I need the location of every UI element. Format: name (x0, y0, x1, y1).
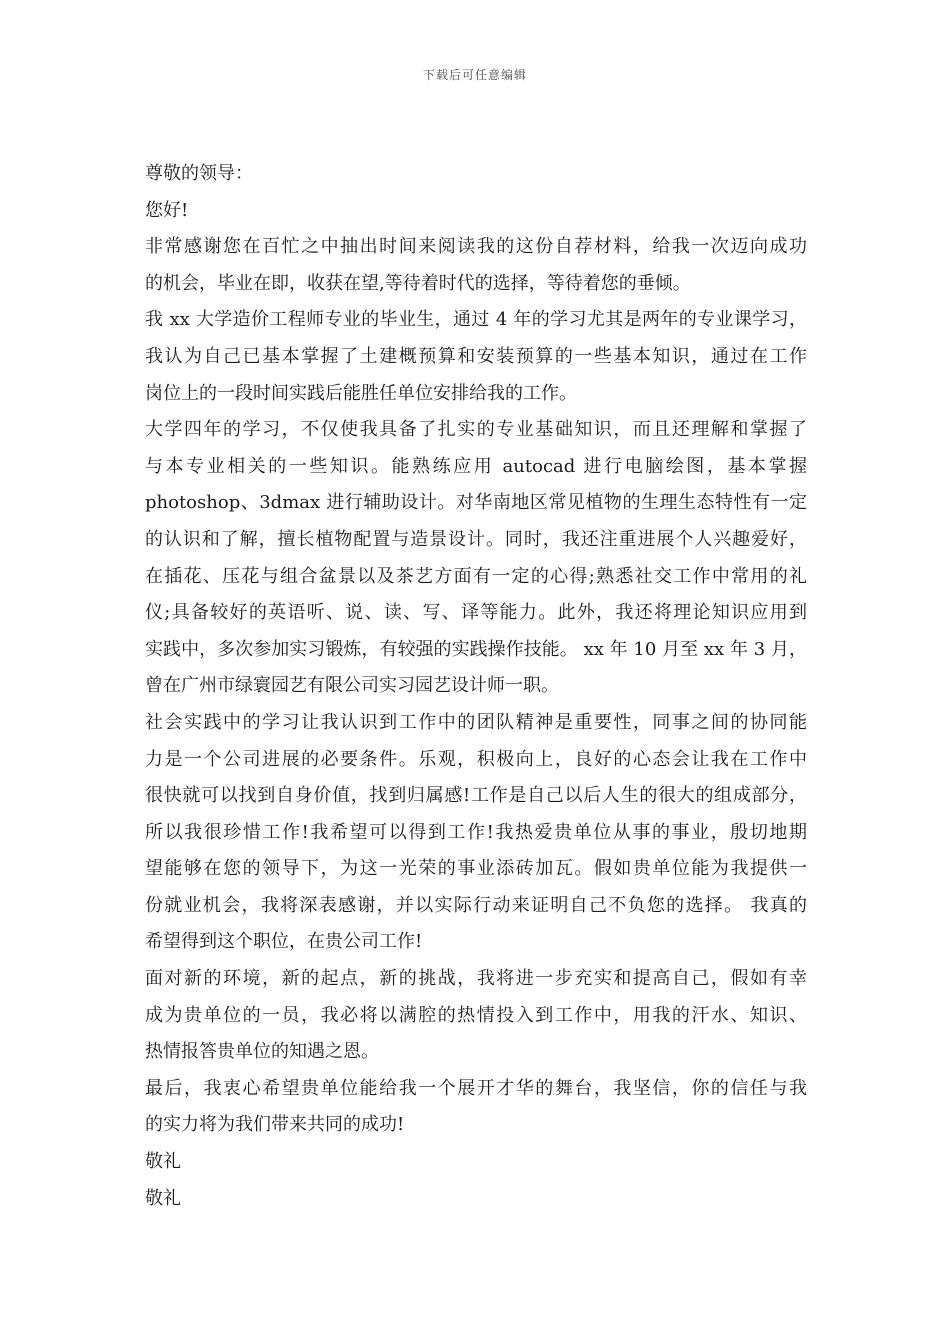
paragraph-line: 社会实践中的学习让我认识到工作中的团队精神是重要性，同事之间的协同能 (145, 711, 807, 733)
paragraph-line: photoshop、3dmax 进行辅助设计。对华南地区常见植物的生理生态特性有一定 (145, 492, 807, 514)
paragraph-line: 仪;具备较好的英语听、说、读、写、译等能力。此外，我还将理论知识应用到 (145, 602, 807, 624)
paragraph-line: 岗位上的一段时间实践后能胜任单位安排给我的工作。 (145, 382, 577, 404)
salutation: 尊敬的领导： (145, 163, 253, 184)
paragraph-line: 最后，我衷心希望贵单位能给我一个展开才华的舞台，我坚信，你的信任与我 (145, 1077, 807, 1099)
paragraph-line: 很快就可以找到自身价值，找到归属感!工作是自己以后人生的很大的组成部分， (145, 785, 807, 807)
paragraph-line: 所以我很珍惜工作!我希望可以得到工作!我热爱贵单位从事的事业，殷切地期 (145, 821, 807, 843)
paragraph-line: 热情报答贵单位的知遇之恩。 (145, 1041, 379, 1063)
paragraph-line: 成为贵单位的一员，我必将以满腔的热情投入到工作中，用我的汗水、知识、 (145, 1004, 807, 1026)
paragraph-line: 份就业机会，我将深表感谢，并以实际行动来证明自己不负您的选择。 我真的 (145, 894, 807, 916)
paragraph-line: 实践中，多次参加实习锻炼，有较强的实践操作技能。 xx 年 10 月至 xx 年 3 月， (145, 638, 807, 660)
paragraph-line: 面对新的环境，新的起点，新的挑战，我将进一步充实和提高自己，假如有幸 (145, 968, 807, 990)
paragraph-line: 的认识和了解，擅长植物配置与造景设计。同时，我还注重进展个人兴趣爱好， (145, 528, 807, 550)
closing-line: 敬礼 (145, 1187, 181, 1209)
paragraph-line: 大学四年的学习，不仅使我具备了扎实的专业基础知识，而且还理解和掌握了 (145, 419, 807, 441)
page-header: 下载后可任意编辑 (422, 68, 527, 82)
paragraph-line: 力是一个公司进展的必要条件。乐观，积极向上，良好的心态会让我在工作中 (145, 748, 807, 770)
paragraph-line: 我 xx 大学造价工程师专业的毕业生，通过 4 年的学习尤其是两年的专业课学习， (145, 309, 807, 331)
paragraph-line: 在插花、压花与组合盆景以及茶艺方面有一定的心得;熟悉社交工作中常用的礼 (145, 565, 807, 587)
letter-body (145, 156, 807, 1217)
paragraph-line: 的实力将为我们带来共同的成功! (145, 1114, 405, 1136)
paragraph-line: 非常感谢您在百忙之中抽出时间来阅读我的这份自荐材料，给我一次迈向成功 (145, 236, 807, 258)
paragraph-line: 与本专业相关的一些知识。能熟练应用 autocad 进行电脑绘图，基本掌握 (145, 455, 807, 477)
paragraph-line: 曾在广州市绿寰园艺有限公司实习园艺设计师一职。 (145, 675, 559, 697)
paragraph-line: 的机会，毕业在即，收获在望,等待着时代的选择，等待着您的垂倾。 (145, 272, 691, 294)
greeting: 您好! (145, 199, 189, 221)
closing-line: 敬礼 (145, 1151, 181, 1173)
paragraph-line: 希望得到这个职位，在贵公司工作! (145, 931, 423, 953)
paragraph-line: 望能够在您的领导下，为这一光荣的事业添砖加瓦。假如贵单位能为我提供一 (145, 858, 807, 880)
paragraph-line: 我认为自己已基本掌握了土建概预算和安装预算的一些基本知识，通过在工作 (145, 345, 807, 367)
